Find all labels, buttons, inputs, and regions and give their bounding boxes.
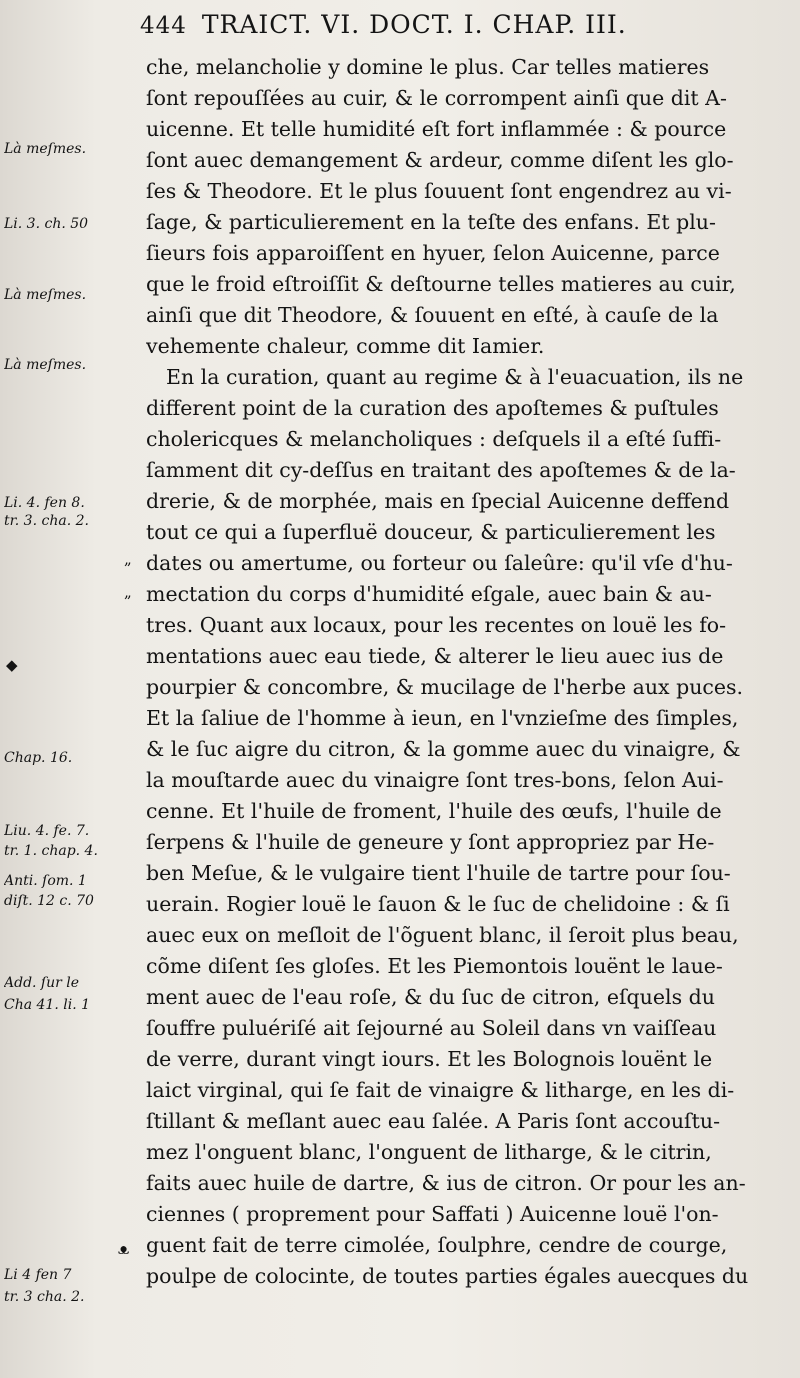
margin-note: Là meſmes. <box>4 357 87 373</box>
margin-note: Add. ſur le <box>4 975 80 991</box>
text-line: ciennes ( proprement pour Saffati ) Auicenne louë l'on- <box>146 1202 719 1226</box>
running-title: TRAICT. VI. DOCT. I. CHAP. III. <box>201 10 627 39</box>
text-line: drerie, & de morphée, mais en ſpecial Auicenne deffend <box>146 489 730 513</box>
text-line: vehemente chaleur, comme dit Iamier. <box>146 334 545 358</box>
margin-note: Liu. 4. fe. 7. <box>4 823 90 839</box>
text-line: cõme diſent ſes gloſes. Et les Piemontois louënt le laue- <box>146 954 723 978</box>
text-line: mentations auec eau tiede, & alterer le lieu auec ius de <box>146 644 724 668</box>
margin-note: Chap. 16. <box>4 750 73 766</box>
text-line: poulpe de colocinte, de toutes parties égales auecques du <box>146 1264 749 1288</box>
margin-note: Li. 4. fen 8. <box>4 495 85 511</box>
margin-note: diſt. 12 c. 70 <box>4 893 94 909</box>
text-line: cholericques & melancholiques : deſquels il a eſté ſuffi- <box>146 427 722 451</box>
text-line: mectation du corps d'humidité eſgale, auec bain & au- <box>146 582 712 606</box>
text-line: ſont repouſſées au cuir, & le corrompent ainſi que dit A- <box>146 86 727 110</box>
text-line: ſerpens & l'huile de geneure y ſont appropriez par He- <box>146 830 715 854</box>
text-line: ben Meſue, & le vulgaire tient l'huile de tartre pour ſou- <box>146 861 731 885</box>
text-line: ſes & Theodore. Et le plus ſouuent ſont engendrez au vi- <box>146 179 732 203</box>
text-line: che, melancholie y domine le plus. Car telles matieres <box>146 55 710 79</box>
margin-note: Anti. ſom. 1 <box>4 873 87 889</box>
quotation-mark-icon: „ <box>124 550 132 568</box>
text-line: auec eux on meſloit de l'õguent blanc, il ſeroit plus beau, <box>146 923 739 947</box>
text-line: Et la ſaliue de l'homme à ieun, en l'vnzieſme des ſimples, <box>146 706 739 730</box>
text-line: tres. Quant aux locaux, pour les recentes on louë les fo- <box>146 613 727 637</box>
text-line: different point de la curation des apoſtemes & puſtules <box>146 396 719 420</box>
text-line: ſont auec demangement & ardeur, comme diſent les glo- <box>146 148 734 172</box>
margin-note: Là meſmes. <box>4 287 87 303</box>
text-line: pourpier & concombre, & mucilage de l'herbe aux puces. <box>146 675 744 699</box>
running-header <box>140 10 800 46</box>
text-line: tout ce qui a ſuperfluë douceur, & particulierement les <box>146 520 716 544</box>
text-line: cenne. Et l'huile de froment, l'huile des œufs, l'huile de <box>146 799 722 823</box>
text-line: laict virginal, qui ſe fait de vinaigre & litharge, en les di- <box>146 1078 735 1102</box>
text-line: mez l'onguent blanc, l'onguent de litharge, & le citrin, <box>146 1140 712 1164</box>
text-line: ſouffre puluériſé ait ſejourné au Soleil dans vn vaiſſeau <box>146 1016 717 1040</box>
margin-note: Là meſmes. <box>4 141 87 157</box>
paragraph-first-line: En la curation, quant au regime & à l'euacuation, ils ne <box>166 365 744 389</box>
quotation-mark-icon: „ <box>124 583 132 601</box>
text-line: faits auec huile de dartre, & ius de citron. Or pour les an- <box>146 1171 746 1195</box>
text-line: ſieurs fois apparoiſſent en hyuer, ſelon Auicenne, parce <box>146 241 720 265</box>
text-line: ſtillant & meſlant auec eau ſalée. A Paris ſont accouſtu- <box>146 1109 720 1133</box>
margin-note: Li. 3. ch. 50 <box>4 216 89 232</box>
text-line: ainſi que dit Theodore, & ſouuent en eſté, à cauſe de la <box>146 303 719 327</box>
margin-note: tr. 3 cha. 2. <box>4 1289 85 1305</box>
text-line: uerain. Rogier louë le ſauon & le ſuc de chelidoine : & ſi <box>146 892 730 916</box>
ornament-mark-icon: ᴥ <box>118 1240 130 1258</box>
text-line: ment auec de l'eau roſe, & du ſuc de citron, eſquels du <box>146 985 715 1009</box>
text-line: & le ſuc aigre du citron, & la gomme auec du vinaigre, & <box>146 737 741 761</box>
text-line: uicenne. Et telle humidité eſt fort inflammée : & pource <box>146 117 727 141</box>
text-line: la mouſtarde auec du vinaigre ſont tres-bons, ſelon Aui- <box>146 768 724 792</box>
diamond-mark-icon: ◆ <box>6 656 18 674</box>
text-line: ſamment dit cy-deſſus en traitant des apoſtemes & de la- <box>146 458 736 482</box>
text-line: dates ou amertume, ou forteur ou ſaleûre: qu'il vſe d'hu- <box>146 551 733 575</box>
text-line: ſage, & particulierement en la teſte des enfans. Et plu- <box>146 210 716 234</box>
margin-note: Cha 41. li. 1 <box>4 997 91 1013</box>
text-line: de verre, durant vingt iours. Et les Bolognois louënt le <box>146 1047 713 1071</box>
page-number: 444 <box>140 13 187 39</box>
margin-note: tr. 3. cha. 2. <box>4 513 89 529</box>
margin-note: Li 4 fen 7 <box>4 1267 72 1283</box>
text-line: que le froid eſtroiſſit & deſtourne telles matieres au cuir, <box>146 272 736 296</box>
text-line: guent fait de terre cimolée, ſoulphre, cendre de courge, <box>146 1233 728 1257</box>
margin-note: tr. 1. chap. 4. <box>4 843 98 859</box>
